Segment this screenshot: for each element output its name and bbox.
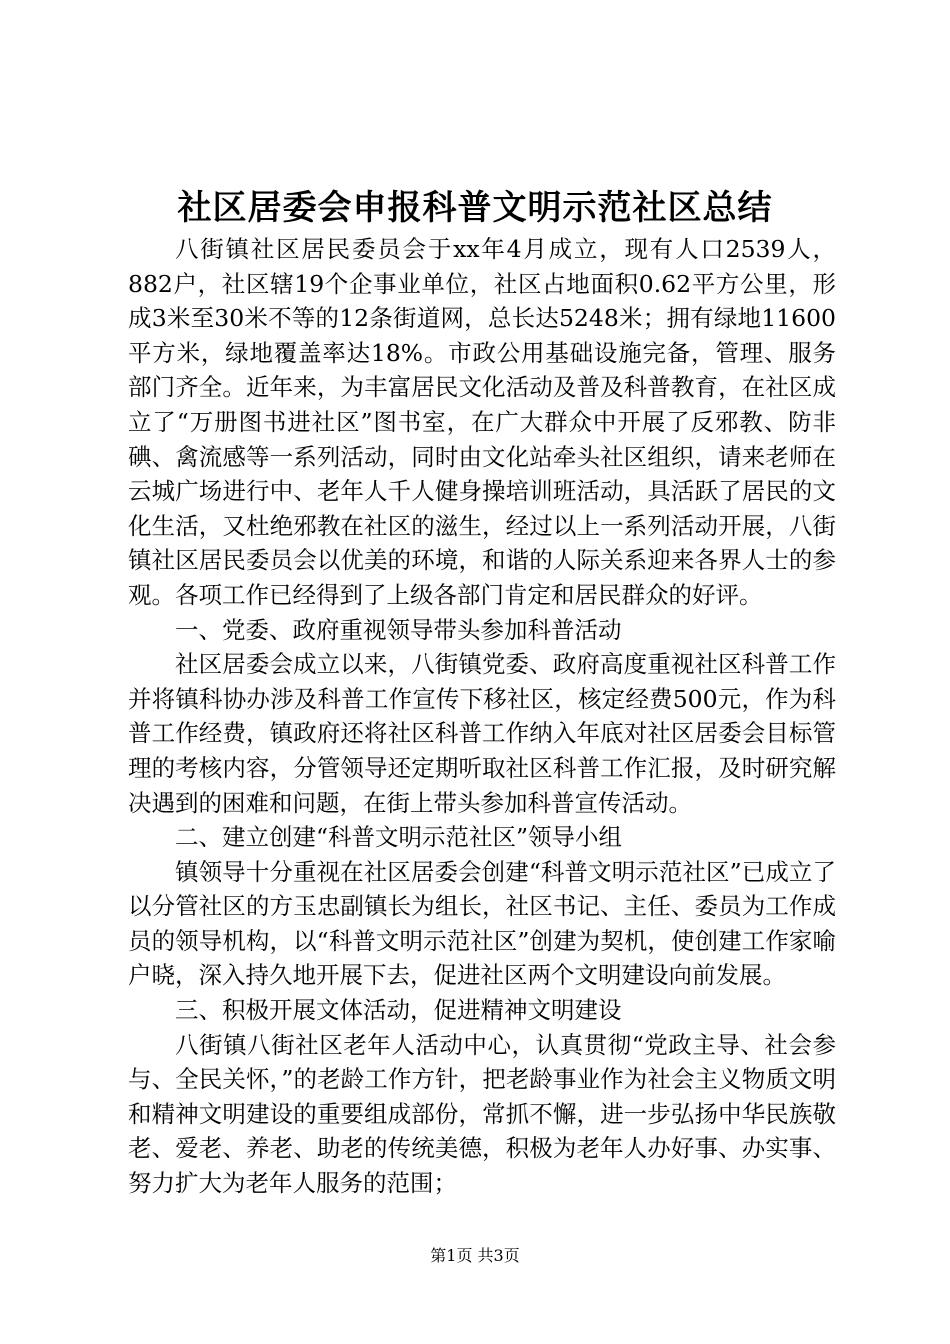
paragraph-section-3: 八街镇八街社区老年人活动中心，认真贯彻“党政主导、社会参与、全民关怀，”的老龄工作方针，把老龄事业作为社会主义物质文明和精神文明建设的重要组成部份，常抓不懈，进一步弘扬中华民族敬老、爱老、养老、助老的传统美德，积极为老年人办好事、办实事、努力扩大为老年人服务的范围； xyxy=(128,1030,836,1198)
document-title: 社区居委会申报科普文明示范社区总结 xyxy=(177,188,773,228)
paragraph-section-2: 镇领导十分重视在社区居委会创建“科普文明示范社区”已成立了以分管社区的方玉忠副镇长为组长，社区书记、主任、委员为工作成员的领导机构，以“科普文明示范社区”创建为契机，使创建工作家喻户晓，深入持久地开展下去，促进社区两个文明建设向前发展。 xyxy=(128,857,836,990)
section-heading-3: 三、积极开展文体活动，促进精神文明建设 xyxy=(175,996,622,1025)
page-footer: 第1页 共3页 xyxy=(430,1246,520,1265)
document-body xyxy=(128,232,836,1201)
paragraph-section-1: 社区居委会成立以来，八街镇党委、政府高度重视社区科普工作并将镇科协办涉及科普工作宣传下移社区，核定经费500元，作为科普工作经费，镇政府还将社区科普工作纳入年底对社区居委会目标管理的考核内容，分管领导还定期听取社区科普工作汇报，及时研究解决遇到的困难和问题，在街上带头参加科普宣传活动。 xyxy=(128,650,836,817)
section-heading-2: 二、建立创建“科普文明示范社区”领导小组 xyxy=(175,823,623,852)
section-heading-1: 一、党委、政府重视领导带头参加科普活动 xyxy=(175,615,622,644)
paragraph-intro: 八街镇社区居民委员会于xx年4月成立，现有人口2539人，882户，社区辖19个企事业单位，社区占地面积0.62平方公里，形成3米至30米不等的12条街道网，总长达5248米；拥有绿地11600平方米，绿地覆盖率达18%。市政公用基础设施完备，管理、服务部门齐全。近年来，为丰富居民文化活动及普及科普教育，在社区成立了“万册图书进社区”图书室，在广大群众中开展了反邪教、防非碘、禽流感等一系列活动，同时由文化站牵头社区组织，请来老师在云城广场进行中、老年人千人健身操培训班活动，具活跃了居民的文化生活，又杜绝邪教在社区的滋生，经过以上一系列活动开展，八街镇社区居民委员会以优美的环境，和谐的人际关系迎来各界人士的参观。各项工作已经得到了上级各部门肯定和居民群众的好评。 xyxy=(128,235,836,609)
